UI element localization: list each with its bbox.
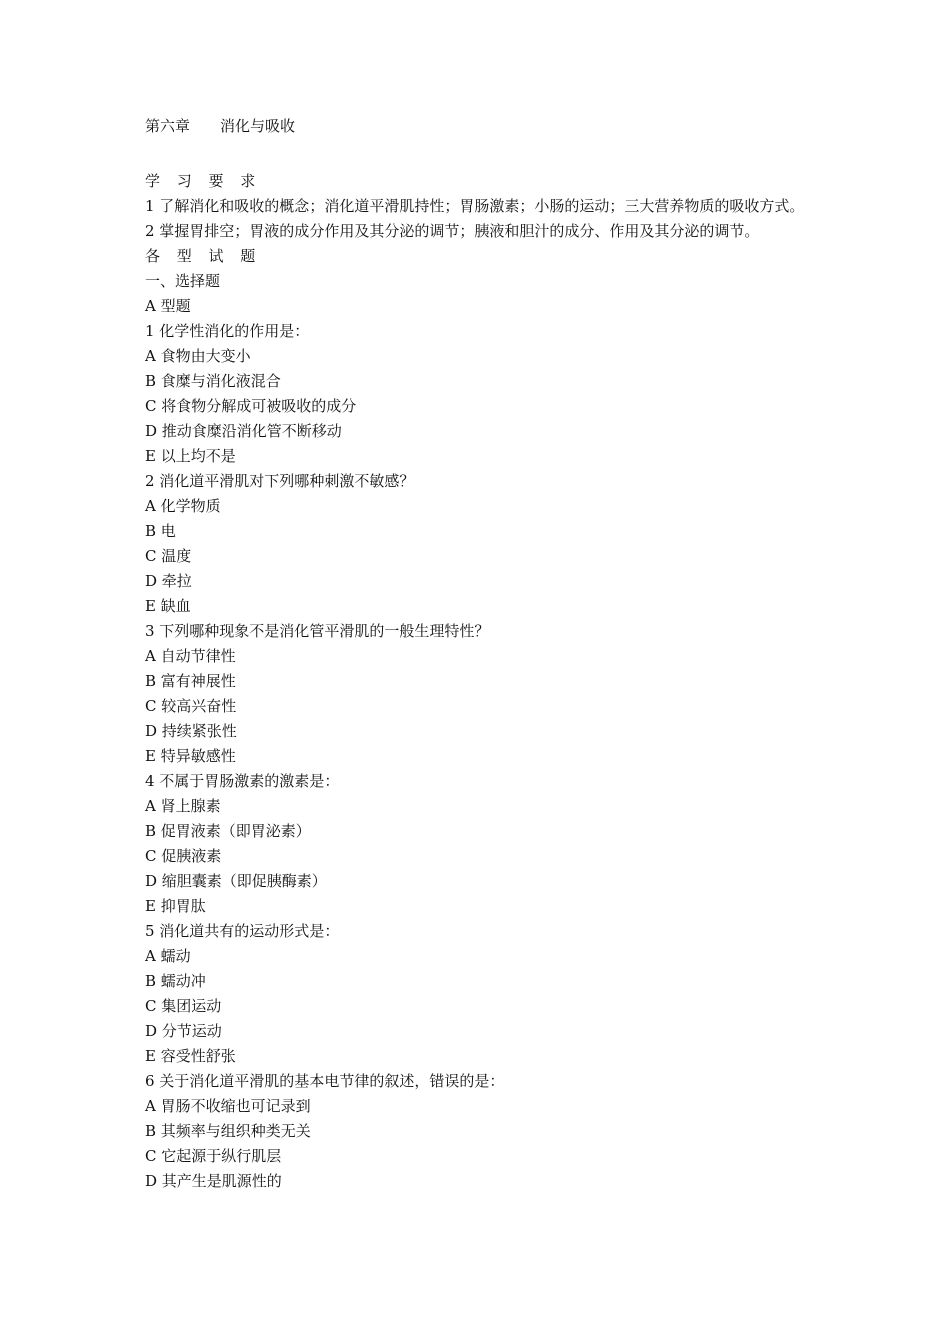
requirement-item-2: 2 掌握胃排空；胃液的成分作用及其分泌的调节；胰液和胆汁的成分、作用及其分泌的调节。 [145, 222, 760, 240]
answer-option: B 电 [145, 522, 176, 540]
answer-option: B 促胃液素（即胃泌素） [145, 822, 311, 840]
answer-option: B 富有神展性 [145, 672, 236, 690]
question-stem: 1 化学性消化的作用是： [145, 322, 310, 340]
exercises-heading: 各 型 试 题 [145, 247, 262, 265]
answer-option: C 较高兴奋性 [145, 697, 237, 715]
answer-option: C 温度 [145, 547, 192, 565]
document-content [145, 114, 815, 1194]
answer-option: B 其频率与组织种类无关 [145, 1122, 311, 1140]
question-stem: 5 消化道共有的运动形式是： [145, 922, 340, 940]
chapter-title: 第六章 消化与吸收 [145, 117, 296, 135]
answer-option: A 胃肠不收缩也可记录到 [145, 1097, 311, 1115]
answer-option: D 持续紧张性 [145, 722, 237, 740]
question-3 [145, 619, 815, 769]
answer-option: C 它起源于纵行肌层 [145, 1147, 282, 1165]
answer-option: E 特异敏感性 [145, 747, 236, 765]
answer-option: A 蠕动 [145, 947, 191, 965]
answer-option: D 分节运动 [145, 1022, 222, 1040]
answer-option: D 牵拉 [145, 572, 192, 590]
answer-option: D 其产生是肌源性的 [145, 1172, 282, 1190]
question-stem: 4 不属于胃肠激素的激素是： [145, 772, 340, 790]
answer-option: D 缩胆囊素（即促胰酶素） [145, 872, 327, 890]
question-stem: 6 关于消化道平滑肌的基本电节律的叙述，错误的是： [145, 1072, 505, 1090]
answer-option: B 食糜与消化液混合 [145, 372, 281, 390]
answer-option: C 集团运动 [145, 997, 222, 1015]
question-6 [145, 1069, 815, 1194]
requirements-heading: 学 习 要 求 [145, 172, 262, 190]
question-stem: 2 消化道平滑肌对下列哪种刺激不敏感？ [145, 472, 415, 490]
answer-option: A 食物由大变小 [145, 347, 251, 365]
answer-option: E 容受性舒张 [145, 1047, 236, 1065]
answer-option: E 缺血 [145, 597, 191, 615]
question-1 [145, 319, 815, 469]
answer-option: C 将食物分解成可被吸收的成分 [145, 397, 357, 415]
question-4 [145, 769, 815, 919]
answer-option: E 抑胃肽 [145, 897, 206, 915]
answer-option: A 自动节律性 [145, 647, 236, 665]
answer-option: D 推动食糜沿消化管不断移动 [145, 422, 342, 440]
answer-option: E 以上均不是 [145, 447, 236, 465]
answer-option: C 促胰液素 [145, 847, 222, 865]
question-stem: 3 下列哪种现象不是消化管平滑肌的一般生理特性？ [145, 622, 490, 640]
question-5 [145, 919, 815, 1069]
requirement-item-1: 1 了解消化和吸收的概念；消化道平滑肌持性；胃肠激素；小肠的运动；三大营养物质的吸收方式。 [145, 197, 805, 215]
question-type: A 型题 [145, 297, 191, 315]
answer-option: B 蠕动冲 [145, 972, 206, 990]
question-2 [145, 469, 815, 619]
answer-option: A 肾上腺素 [145, 797, 221, 815]
answer-option: A 化学物质 [145, 497, 221, 515]
section-heading: 一、选择题 [145, 272, 221, 290]
